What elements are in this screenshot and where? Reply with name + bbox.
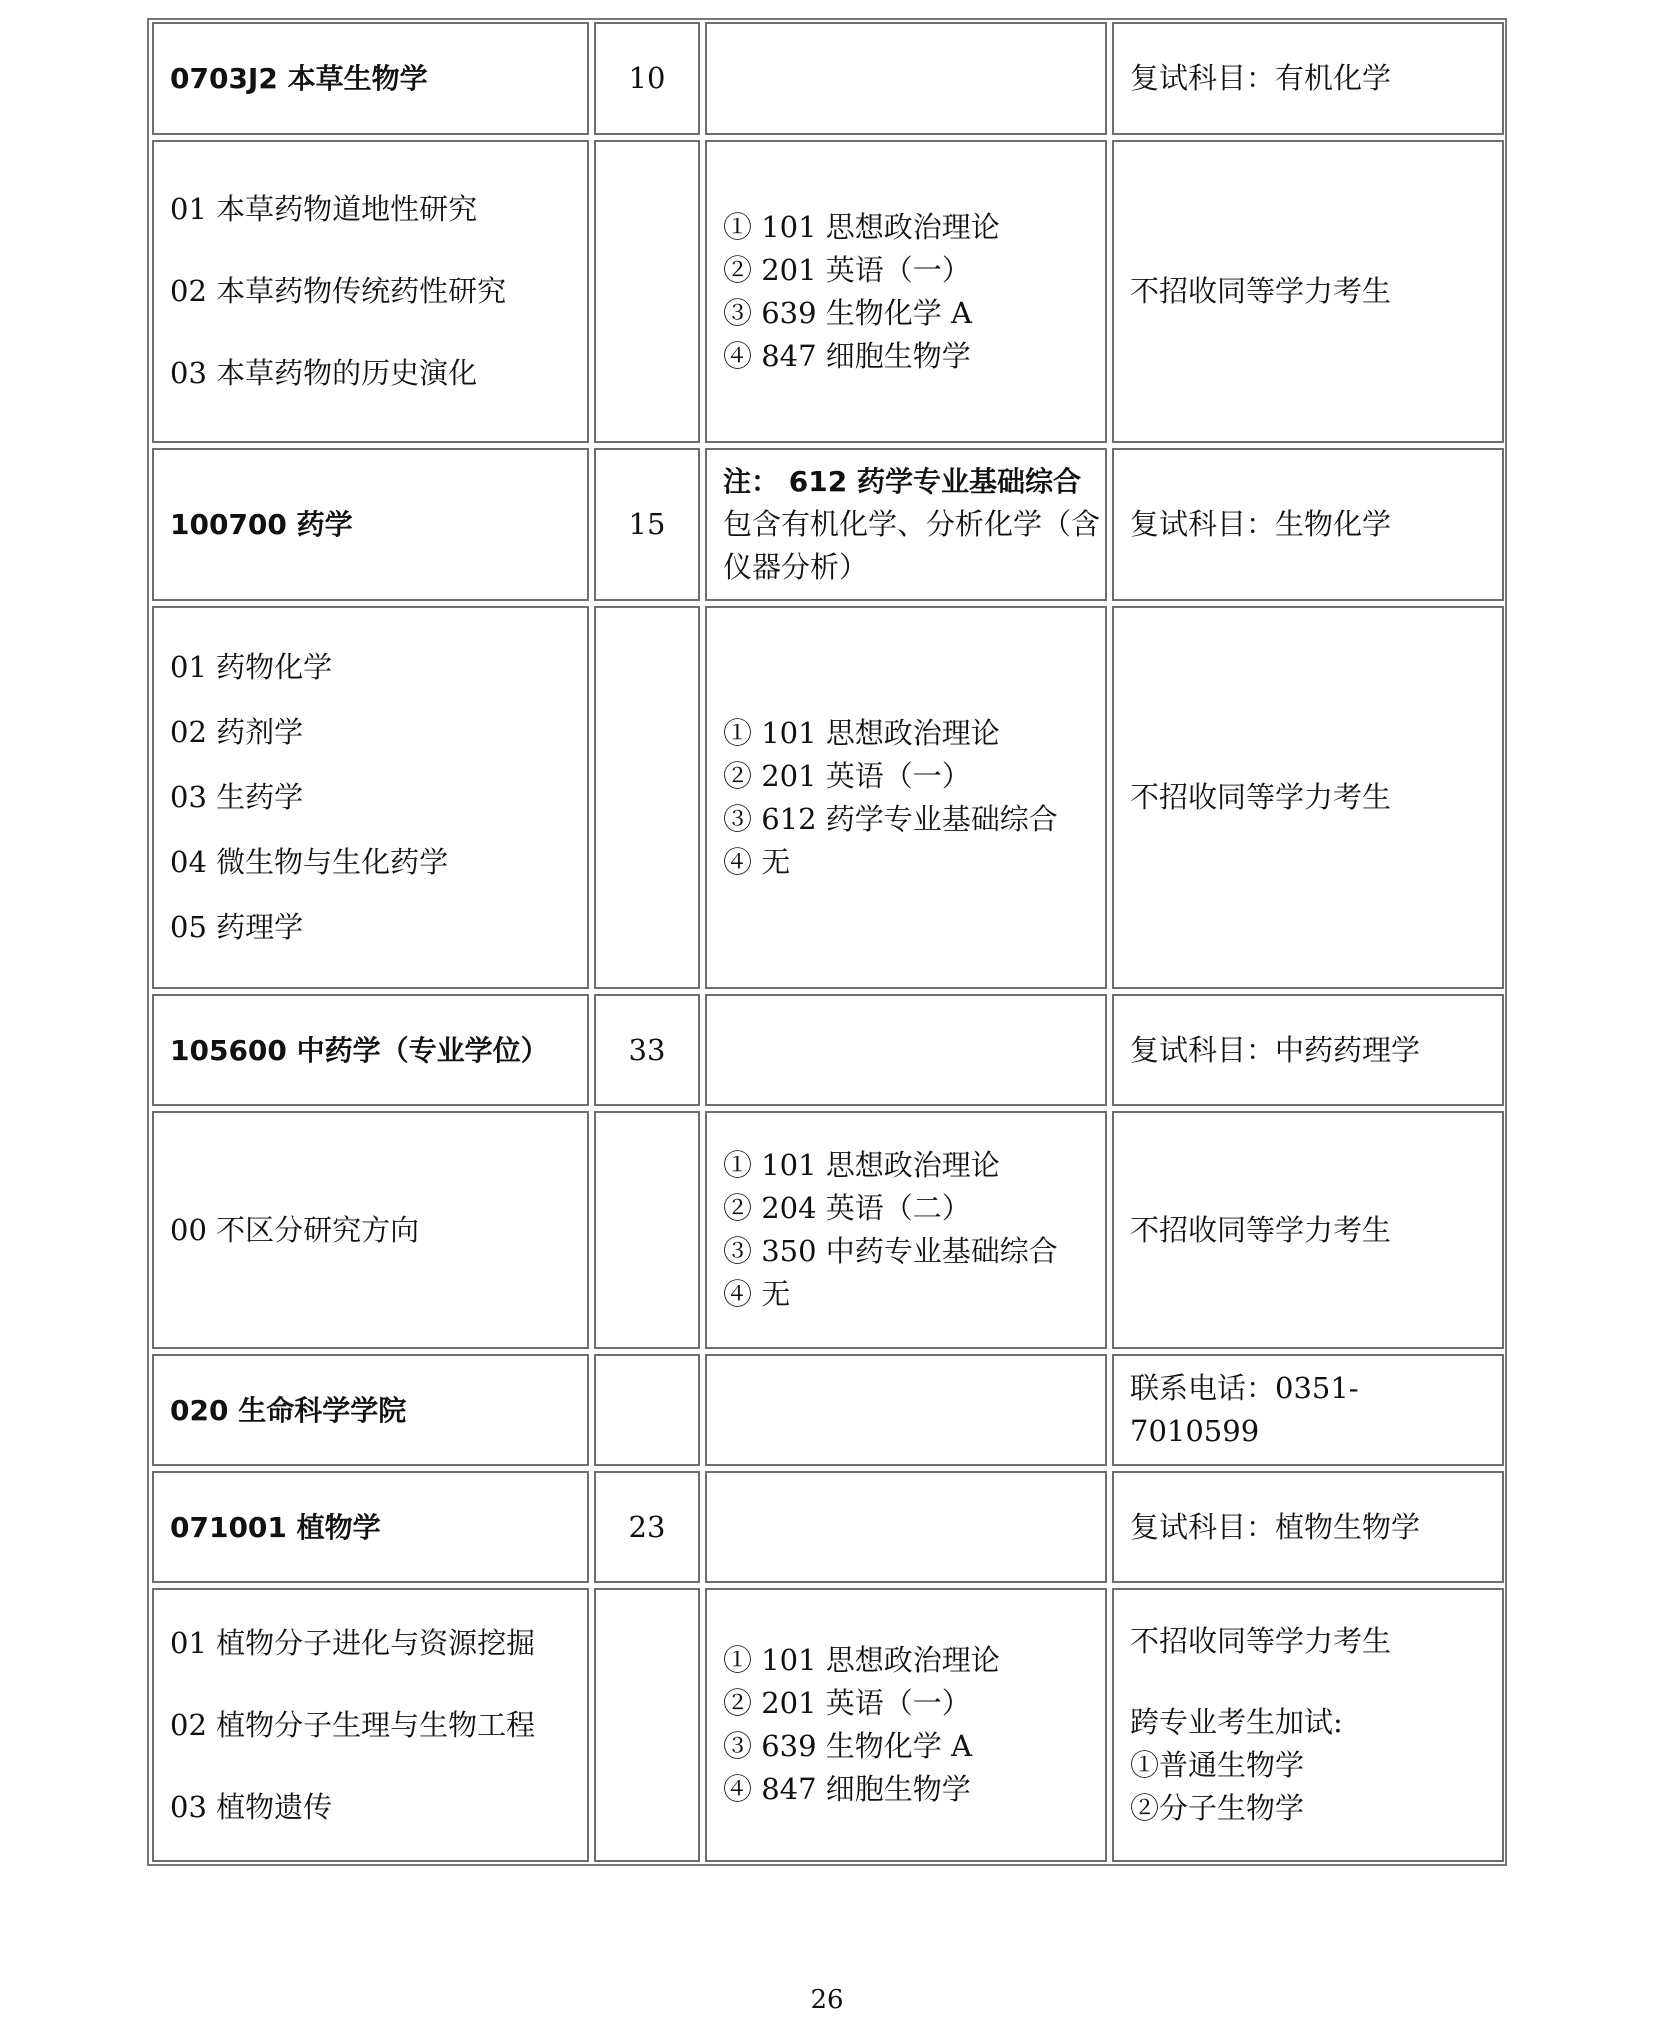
exam-note-cell (705, 448, 1107, 601)
exam-cell (705, 606, 1107, 989)
note-cell (1112, 994, 1504, 1106)
exam-subject: ③ 639 生物化学 A (723, 1729, 972, 1763)
directions-cell (152, 1588, 589, 1862)
exam-cell (705, 1588, 1107, 1862)
exam-subject: ④ 847 细胞生物学 (723, 338, 971, 373)
exam-subject: ② 201 英语（一） (723, 252, 971, 287)
note-text: 复试科目：中药药理学 (1130, 1032, 1421, 1067)
count-cell (594, 140, 700, 443)
count-cell (594, 22, 700, 135)
count-cell (594, 1354, 700, 1466)
note-line: ①普通生物学 (1130, 1748, 1305, 1782)
direction-item: 01 植物分子进化与资源挖掘 (170, 1625, 536, 1660)
count-cell (594, 994, 700, 1106)
direction-item: 02 药剂学 (170, 715, 304, 749)
note-cell (1112, 22, 1504, 135)
exam-subject: ① 101 思想政治理论 (723, 1148, 1000, 1182)
direction-item: 03 植物遗传 (170, 1789, 333, 1824)
major-title: 100700 药学 (170, 508, 353, 541)
major-cell (152, 22, 589, 135)
enrollment-count: 33 (628, 1032, 666, 1067)
directions-cell (152, 140, 589, 443)
exam-subject: ③ 639 生物化学 A (723, 295, 972, 330)
exam-subject: ② 204 英语（二） (723, 1191, 971, 1225)
directions-cell (152, 606, 589, 989)
exam-subject: ③ 350 中药专业基础综合 (723, 1234, 1058, 1268)
major-cell (152, 448, 589, 601)
contact-phone: 联系电话：0351-7010599 (1130, 1371, 1359, 1448)
page-number: 26 (810, 1985, 844, 2015)
exam-subject: ④ 无 (723, 1277, 791, 1311)
note-cell (1112, 606, 1504, 989)
exam-cell (705, 1471, 1107, 1583)
exam-cell (705, 22, 1107, 135)
note-text: 复试科目：生物化学 (1130, 507, 1392, 541)
enrollment-count: 10 (628, 61, 666, 95)
direction-item: 03 本草药物的历史演化 (170, 356, 478, 390)
major-title: 0703J2 本草生物学 (170, 62, 428, 95)
exam-note-title: 注： 612 药学专业基础综合 (723, 465, 1081, 498)
enrollment-count: 15 (628, 507, 666, 541)
direction-item: 04 微生物与生化药学 (170, 845, 449, 879)
exam-subject: ① 101 思想政治理论 (723, 715, 1000, 750)
enrollment-count: 23 (628, 1509, 666, 1544)
exam-subject: ④ 无 (723, 844, 791, 879)
major-title: 105600 中药学（专业学位） (170, 1033, 549, 1067)
exam-cell (705, 1111, 1107, 1349)
note-cell (1112, 1588, 1504, 1862)
note-line: 不招收同等学力考生 (1130, 1624, 1392, 1658)
direction-item: 00 不区分研究方向 (170, 1212, 420, 1247)
exam-subject: ① 101 思想政治理论 (723, 1643, 1000, 1677)
direction-item: 05 药理学 (170, 910, 304, 944)
admissions-table (147, 18, 1507, 1866)
note-spacer (1130, 1663, 1486, 1701)
note-cell (1112, 140, 1504, 443)
exam-subject: ④ 847 细胞生物学 (723, 1772, 971, 1806)
note-cell (1112, 1111, 1504, 1349)
count-cell (594, 606, 700, 989)
note-text: 复试科目：植物生物学 (1130, 1509, 1421, 1544)
note-text: 不招收同等学力考生 (1130, 780, 1392, 814)
exam-cell (705, 994, 1107, 1106)
major-cell (152, 1471, 589, 1583)
note-text: 不招收同等学力考生 (1130, 274, 1392, 308)
exam-subject: ② 201 英语（一） (723, 1686, 971, 1720)
major-cell (152, 994, 589, 1106)
note-cell (1112, 1471, 1504, 1583)
note-line: ②分子生物学 (1130, 1791, 1305, 1825)
directions-cell (152, 1111, 589, 1349)
count-cell (594, 1588, 700, 1862)
count-cell (594, 1471, 700, 1583)
direction-item: 01 药物化学 (170, 650, 333, 684)
exam-subject: ② 201 英语（一） (723, 758, 971, 793)
note-cell (1112, 448, 1504, 601)
exam-subject: ③ 612 药学专业基础综合 (723, 801, 1058, 836)
exam-cell (705, 1354, 1107, 1466)
college-title: 020 生命科学学院 (170, 1393, 407, 1427)
count-cell (594, 448, 700, 601)
note-line: 跨专业考生加试: (1130, 1705, 1343, 1739)
note-text: 不招收同等学力考生 (1130, 1212, 1392, 1247)
major-cell (152, 1354, 589, 1466)
major-title: 071001 植物学 (170, 1510, 381, 1544)
exam-subject: ① 101 思想政治理论 (723, 209, 1000, 244)
note-text: 复试科目：有机化学 (1130, 61, 1392, 95)
exam-note-body: 包含有机化学、分析化学（含 (723, 507, 1101, 541)
count-cell (594, 1111, 700, 1349)
exam-note-body: 仪器分析） (723, 550, 869, 584)
direction-item: 01 本草药物道地性研究 (170, 192, 478, 226)
exam-cell (705, 140, 1107, 443)
direction-item: 02 本草药物传统药性研究 (170, 274, 507, 308)
note-cell (1112, 1354, 1504, 1466)
direction-item: 03 生药学 (170, 780, 304, 814)
direction-item: 02 植物分子生理与生物工程 (170, 1707, 536, 1742)
